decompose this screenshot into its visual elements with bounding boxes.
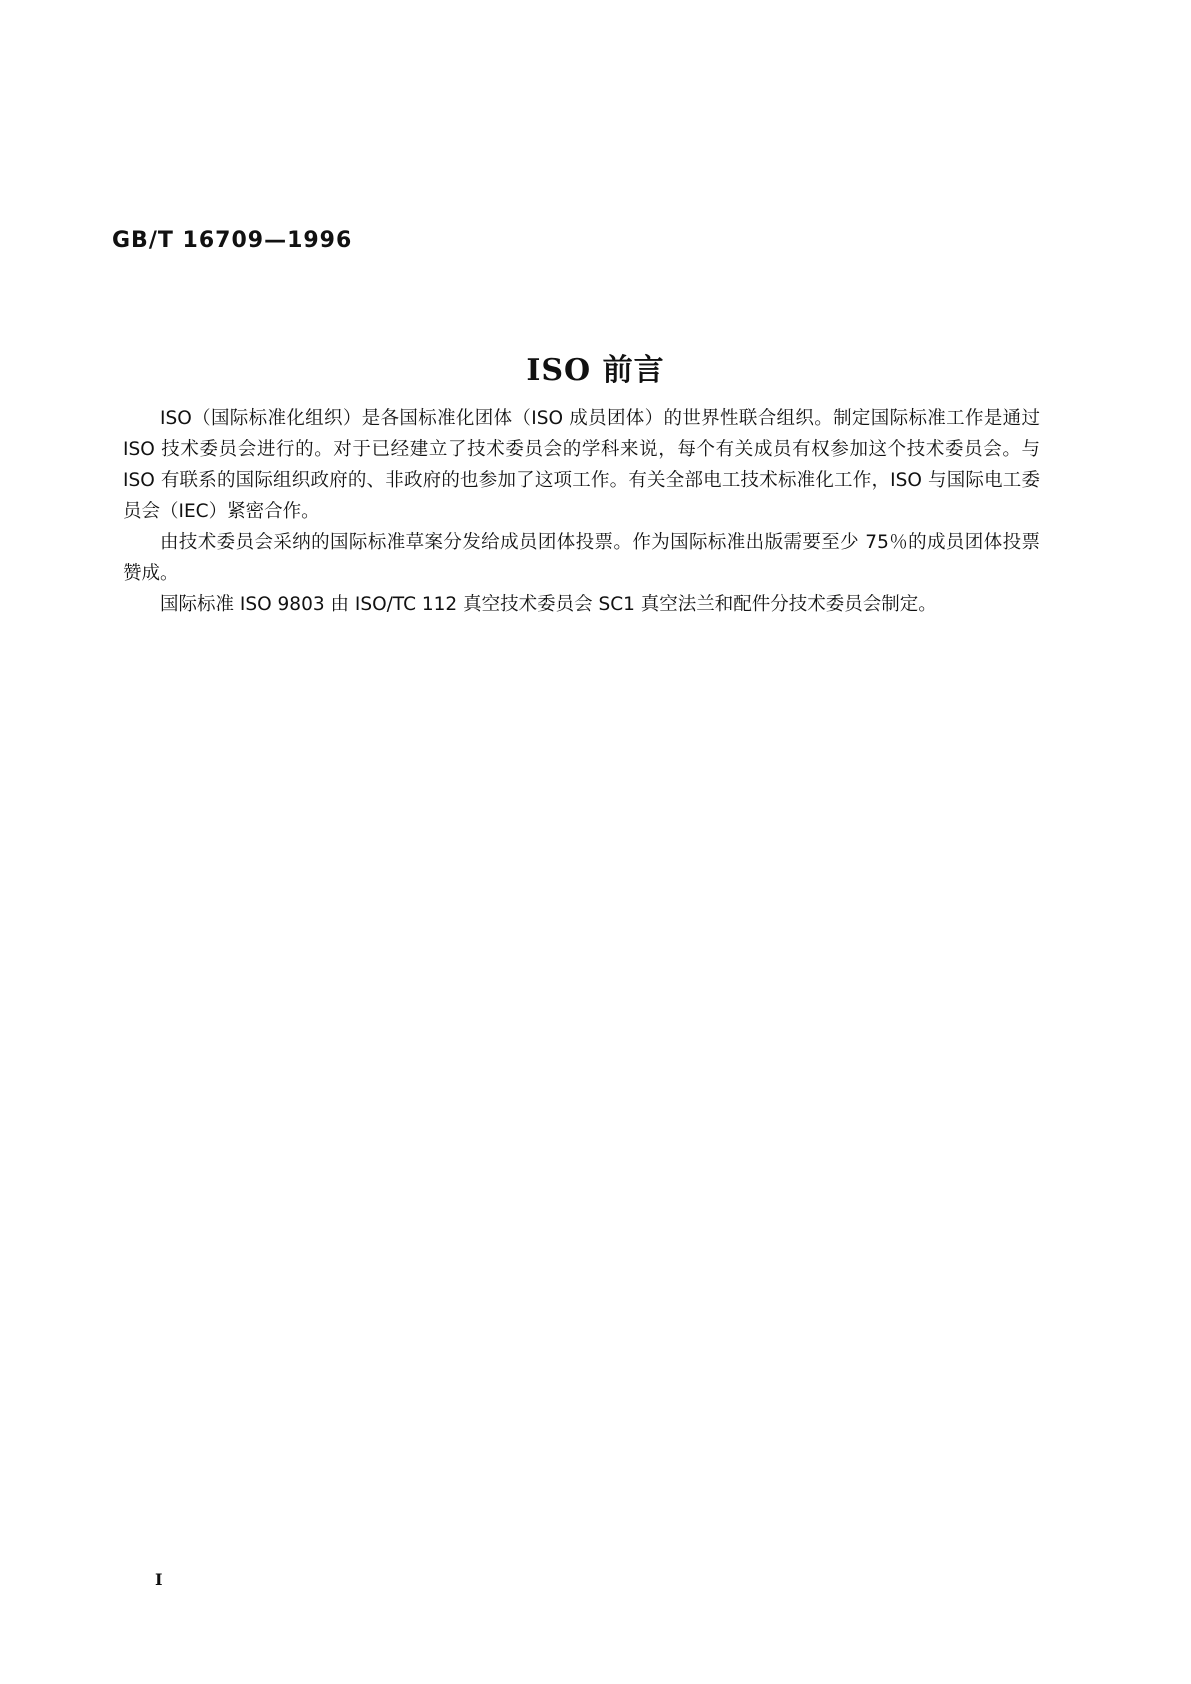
paragraph-iso-organization: ISO（国际标准化组织）是各国标准化团体（ISO 成员团体）的世界性联合组织。制定国际标准工作是通过 ISO 技术委员会进行的。对于已经建立了技术委员会的学科来说，每个有关成员有权参加这个技术委员会。与 ISO 有联系的国际组织政府的、非政府的也参加了这项工作。有关全部电工技术标准化工作，ISO 与国际电工委员会（IEC）紧密合作。 bbox=[123, 408, 1040, 522]
page-title: ISO 前言 bbox=[526, 353, 665, 388]
page-number: I bbox=[155, 1570, 163, 1589]
paragraph-standard-origin: 国际标准 ISO 9803 由 ISO/TC 112 真空技术委员会 SC1 真空法兰和配件分技术委员会制定。 bbox=[160, 594, 937, 615]
standard-number: GB/T 16709—1996 bbox=[112, 228, 353, 253]
preface-body bbox=[123, 403, 1040, 620]
paragraph-voting: 由技术委员会采纳的国际标准草案分发给成员团体投票。作为国际标准出版需要至少 75％的成员团体投票赞成。 bbox=[123, 532, 1040, 584]
